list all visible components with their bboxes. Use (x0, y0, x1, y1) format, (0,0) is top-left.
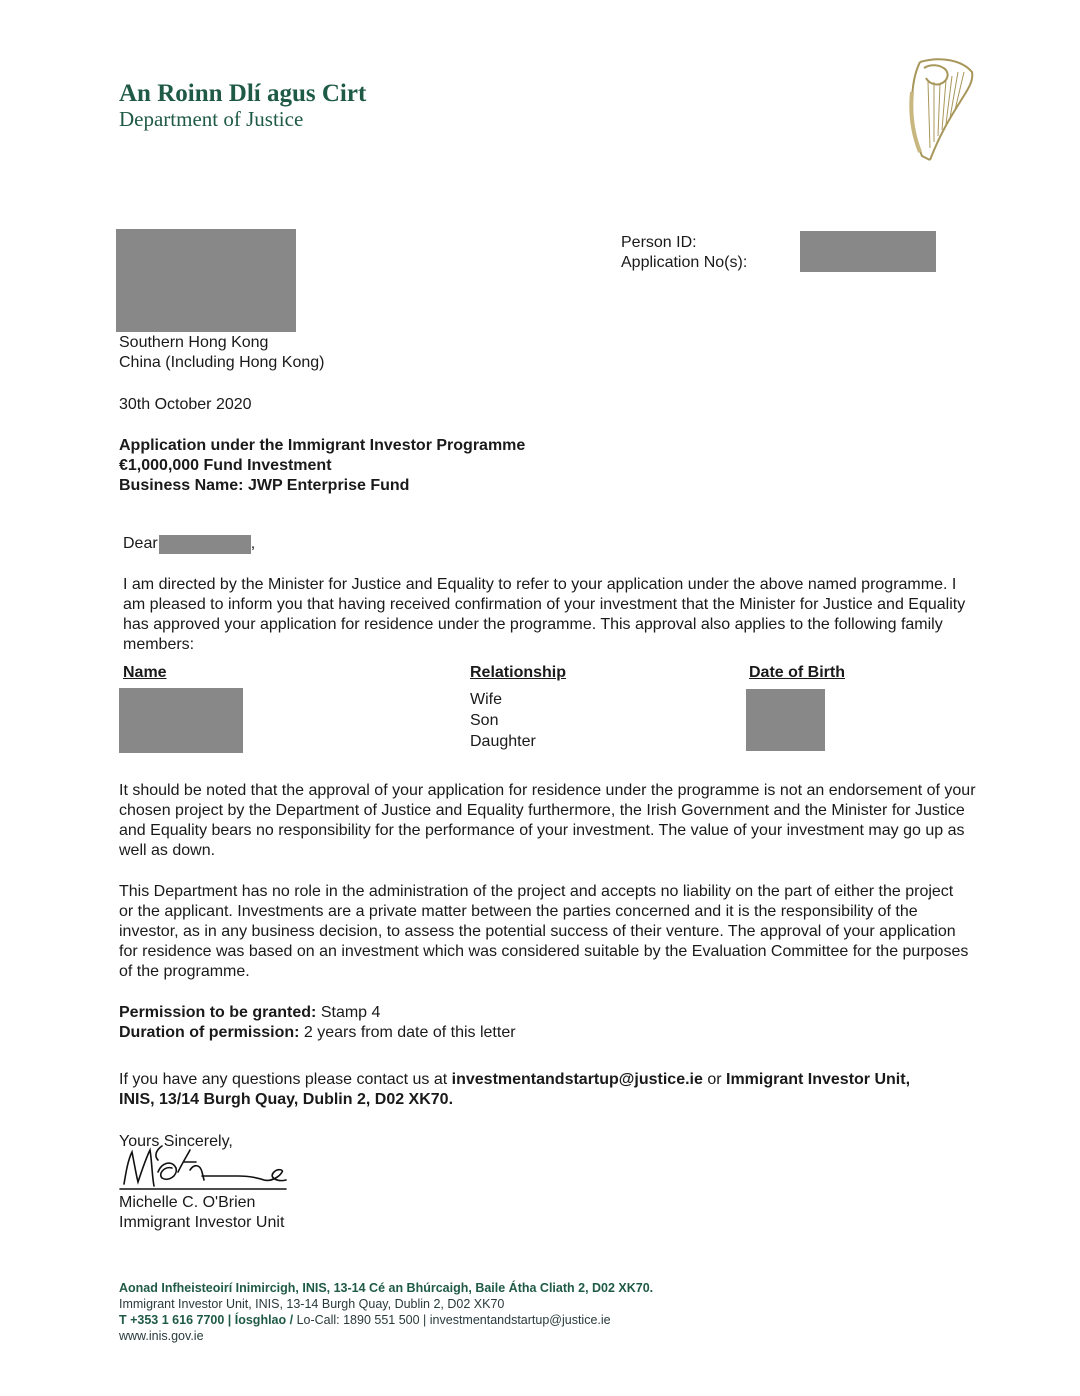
salutation (123, 534, 255, 554)
harp-emblem-icon (900, 52, 978, 164)
footer-website[interactable]: www.inis.gov.ie (119, 1329, 204, 1343)
relationship-row: Son (470, 712, 499, 729)
person-id-label: Person ID: (621, 234, 697, 251)
dept-name-english: Department of Justice (119, 107, 304, 131)
salutation-dear: Dear (123, 535, 158, 552)
paragraph-liability-disclaimer: This Department has no role in the administration of the project and accepts no liability on the part of either the project or the applicant. Investments are a private matter between the parties concerned and it is the responsibility of the investor, as in any business decision, to assess the potential success of their venture. The approval of your application for residence was based on an investment which was considered suitable by the Evaluation Committee for the purposes of the programme. (119, 883, 969, 980)
footer-english-address: Immigrant Investor Unit, INIS, 13-14 Burgh Quay, Dublin 2, D02 XK70 (119, 1297, 505, 1311)
subject-line-2: €1,000,000 Fund Investment (119, 457, 332, 474)
paragraph-endorsement-disclaimer: It should be noted that the approval of your application for residence under the programme is not an endorsement of your chosen project by the Department of Justice and Equality furthermore, the Irish Government and the Minister for Justice and Equality bears no responsibility for the performance of your investment. The value of your investment may go up as well as down. (119, 782, 976, 859)
permission-granted (119, 1003, 380, 1023)
signature-icon (118, 1142, 294, 1194)
contact-prefix: If you have any questions please contact us at (119, 1071, 452, 1088)
subject-line-1: Application under the Immigrant Investor Programme (119, 437, 526, 454)
paragraph-approval: I am directed by the Minister for Justice and Equality to refer to your application under the above named programme. I am pleased to inform you that having received confirmation of your investment that the Minister for Justice and Equality has approved your application for residence under the programme. This approval also applies to the following family members: (123, 576, 966, 653)
dept-name-irish: An Roinn Dlí agus Cirt (119, 80, 367, 107)
table-header-name: Name (123, 664, 167, 681)
signatory-unit: Immigrant Investor Unit (119, 1214, 285, 1231)
subject-line-3: Business Name: JWP Enterprise Fund (119, 477, 410, 494)
application-no-label: Application No(s): (621, 254, 748, 271)
footer-contact-line (119, 1312, 611, 1328)
permission-duration-label: Duration of permission: (119, 1024, 300, 1041)
redacted-dates-of-birth (746, 689, 825, 751)
salutation-comma: , (250, 535, 256, 552)
table-header-relationship: Relationship (470, 664, 567, 681)
redacted-recipient-name (116, 229, 296, 332)
letter-date: 30th October 2020 (119, 396, 252, 413)
address-line-2: China (Including Hong Kong) (119, 354, 325, 371)
contact-unit: Immigrant Investor Unit, (726, 1071, 911, 1088)
contact-address: INIS, 13/14 Burgh Quay, Dublin 2, D02 XK70. (119, 1091, 454, 1108)
permission-granted-label: Permission to be granted: (119, 1004, 317, 1021)
contact-email[interactable]: investmentandstartup@justice.ie (451, 1071, 703, 1088)
footer-locall-label: Íosghlao / (234, 1313, 297, 1327)
redacted-reference-numbers (800, 231, 936, 272)
signatory-name: Michelle C. O'Brien (119, 1194, 256, 1211)
redacted-addressee (159, 535, 251, 554)
redacted-family-names (119, 688, 243, 753)
footer-phone: T +353 1 616 7700 | (119, 1313, 235, 1327)
footer-irish-address: Aonad Infheisteoirí Inimircigh, INIS, 13-14 Cé an Bhúrcaigh, Baile Átha Cliath 2, D02 XK70. (119, 1281, 654, 1295)
relationship-row: Daughter (470, 733, 536, 750)
permission-granted-value: Stamp 4 (316, 1004, 381, 1021)
relationship-row: Wife (470, 691, 502, 708)
footer-locall-value: Lo-Call: 1890 551 500 | investmentandstartup@justice.ie (296, 1313, 611, 1327)
contact-or: or (702, 1071, 726, 1088)
permission-duration-value: 2 years from date of this letter (299, 1024, 516, 1041)
address-line-1: Southern Hong Kong (119, 334, 269, 351)
closing: Yours Sincerely, (119, 1133, 233, 1150)
table-header-dob: Date of Birth (749, 664, 845, 681)
permission-duration (119, 1023, 516, 1043)
contact-line-1 (119, 1070, 979, 1090)
